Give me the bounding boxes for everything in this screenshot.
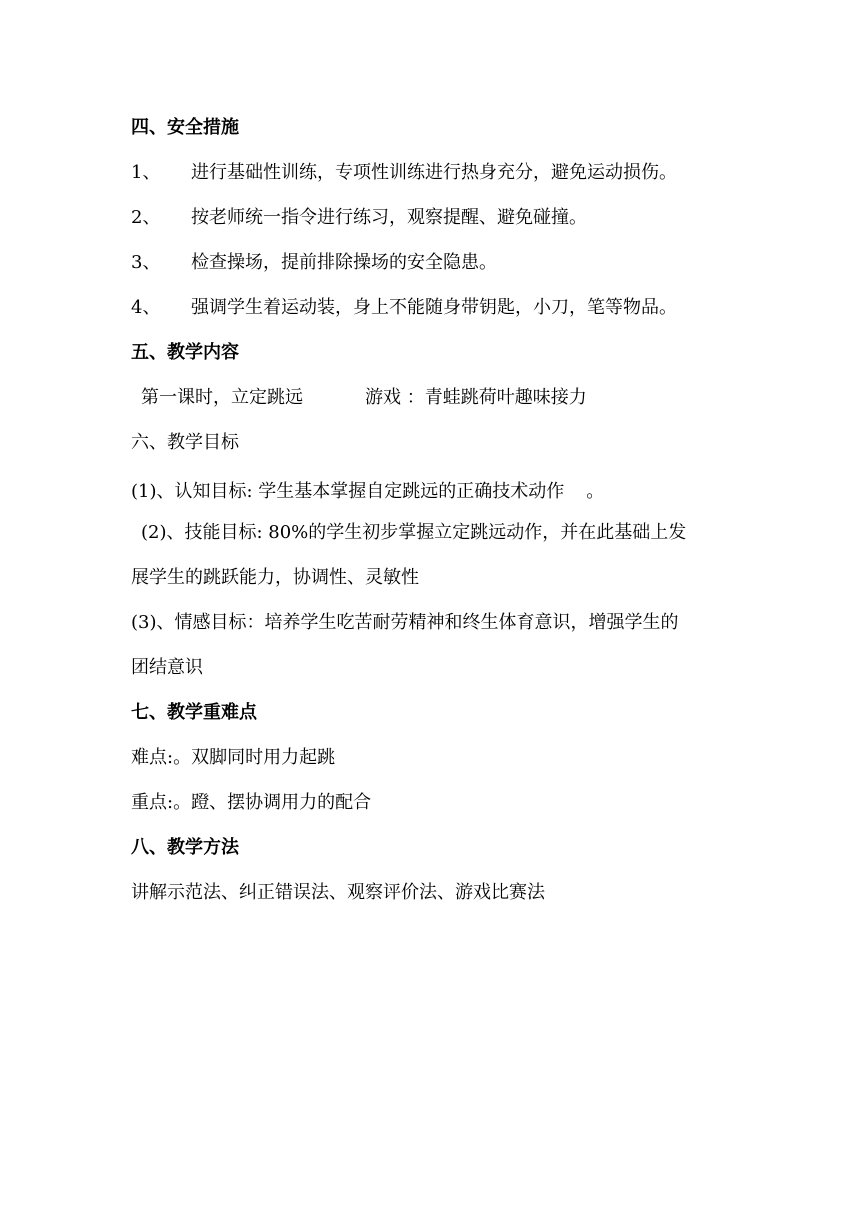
safety-item-4: [131, 296, 677, 320]
safety-item-text: 进行基础性训练，专项性训练进行热身充分，避免运动损伤。: [191, 162, 677, 183]
goals-heading: 六、教学目标: [131, 432, 239, 453]
key-points-heading: 七、教学重难点: [131, 702, 257, 723]
safety-item-number: 3、: [131, 252, 161, 273]
safety-heading: 四、安全措施: [131, 117, 239, 138]
goal-2-line-1: (2)、技能目标: 80%的学生初步掌握立定跳远动作，并在此基础上发: [141, 522, 687, 543]
content-line: [141, 386, 587, 410]
safety-item-3: [131, 251, 497, 275]
safety-item-number: 2、: [131, 207, 161, 228]
lesson-text: 第一课时，立定跳远: [141, 387, 303, 408]
safety-item-text: 强调学生着运动装，身上不能随身带钥匙，小刀，笔等物品。: [191, 297, 677, 318]
methods-heading: 八、教学方法: [131, 837, 239, 858]
goal-1-end: 。: [586, 481, 605, 502]
goal-3-line-1: (3)、情感目标：培养学生吃苦耐劳精神和终生体育意识，增强学生的: [131, 612, 679, 633]
methods-text: 讲解示范法、纠正错误法、观察评价法、游戏比赛法: [131, 882, 545, 903]
difficulty-text: 难点:。双脚同时用力起跳: [131, 747, 336, 768]
safety-item-number: 4、: [131, 297, 161, 318]
focus-text: 重点:。蹬、摆协调用力的配合: [131, 792, 372, 813]
safety-item-text: 检查操场，提前排除操场的安全隐患。: [191, 252, 497, 273]
safety-item-number: 1、: [131, 162, 161, 183]
goal-1: [131, 480, 604, 504]
goal-1-text: (1)、认知目标: 学生基本掌握自定跳远的正确技术动作: [131, 481, 565, 502]
goal-2-line-2: 展学生的跳跃能力，协调性、灵敏性: [131, 567, 419, 588]
goal-3-line-2: 团结意识: [131, 657, 203, 678]
content-heading: 五、教学内容: [131, 342, 239, 363]
game-text: 游戏 ：青蛙跳荷叶趣味接力: [365, 387, 587, 408]
safety-item-1: [131, 161, 677, 185]
safety-item-2: [131, 206, 587, 230]
safety-item-text: 按老师统一指令进行练习，观察提醒、避免碰撞。: [191, 207, 587, 228]
